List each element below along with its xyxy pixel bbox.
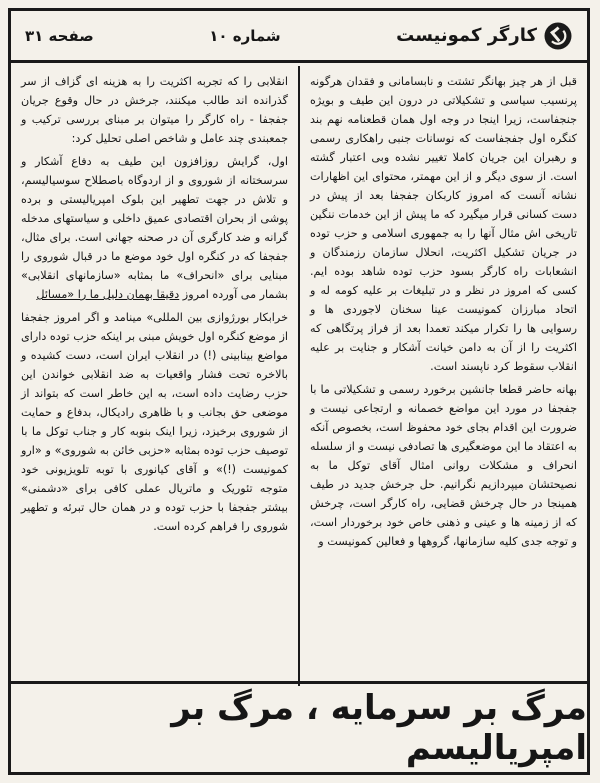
hammer-sickle-icon: [543, 21, 573, 51]
paragraph-text: اول، گرایش روزافزون این طیف به دفاع آشکار و سرسختانه از شوروی و از اردوگاه باصطلاح سوسیالیسم، و تلاش در جهت تطهیر این بلوک امپریالیستی و برده پوشی از بحران اقتصادی عمیق داخلی و سیاستهای مدخله گرانه و ضد کارگری آن در صحنه جهانی است. برای مثال، جفجفا که در کنگره اول خود موضع ما در قبال شوروی را مبنایی برای «انحراف» ما بمثابه «سازمانهای انقلابی» بشمار می آورده امروز: [21, 155, 288, 301]
issue-number: شماره ۱۰: [209, 26, 281, 45]
paragraph: بهانه حاضر قطعا جانشین برخورد رسمی و تشکیلاتی ما با جفجفا در مورد این مواضع خصمانه و ارتجاعی نیست و ضرورت این اقدام بجای خود محفوظ است، بخصوص آنکه به اعتقاد ما این موضعگیری ها تصادفی نیست و از سلسله انحراف و مشکلات روانی امثال آقای توکل ما به نصیحتشان میپردازیم نگرانیم. حل جرخش جدید در طیف همینجا در حال چرخش قضایی، راه کارگر است، چرخش که از زمینه ها و عینی و ذهنی خاص خود برخوردار است، و توجه جدی کلیه سازمانها، گروهها و فعالین کمونیست و: [310, 383, 577, 548]
paragraph: خرابکار بورژوازی بین المللی» مینامد و اگر امروز جفجفا از موضع کنگره اول خویش مبنی بر اینکه حزب توده دارای مواضع بینابینی (!) در انقلاب ایران است، دست کشیده و بالاخره تحت فشار واقعیات به ضد انقلابی خواندن این حزب رضایت داده است، به این خاطر است که بتواند از موضعی حق بجانب و با ظاهری رادیکال، بدفاع و حمایت از شوروی برخیزد، زیرا اینک بنوبه کار و جناب توکل ما با توصیف حزب توده بمثابه «حزبی خائن به شوروی» و «ارو کمونیست (!)» و آقای کیانوری با توبه تلویزیونی خود متوجه تئوریک و ماتریال عملی کافی برای «دشمنی» بیشتر جفجفا با حزب توده و در همان حال تبرئه و تطهیر شوروی را فراهم کرده است.: [21, 311, 288, 533]
paragraph: [21, 152, 288, 304]
page-header: [11, 11, 587, 63]
right-column: [300, 66, 587, 686]
page-number: صفحه ۳۱: [25, 26, 94, 45]
paragraph: انقلابی را که تجربه اکثریت را به هزینه ای گزاف از سر گذرانده اند طالب میکنند، جرخش در حال وقوع جریان جفجفا - راه کارگر را میتوان بر مبنای بررسی ترکیب و جمعبندی چند عامل و شاخص اصلی تحلیل کرد:: [21, 75, 288, 145]
article-columns: [11, 66, 587, 686]
underlined-phrase: دقیقا بهمان دلیل ما را «مسائل: [36, 288, 180, 301]
masthead-logo: [396, 21, 573, 51]
footer-slogan: مرگ بر سرمایه ، مرگ بر امپریالیسم: [171, 688, 587, 768]
masthead-title: کارگر کمونیست: [396, 25, 537, 46]
left-column: [11, 66, 300, 686]
page-frame: [8, 8, 590, 775]
paragraph: قبل از هر چیز بهانگر تشتت و نابسامانی و فقدان هرگونه پرنسیب سیاسی و تشکیلاتی در درون این طیف و بویژه جنجفاست، زیرا اینجا در وجه اول همان قطعنامه نهم بند کنگره اول جفجفاست که نوسانات جنبی راهکاری رسمی و رهبران این جریان کاملا تغییر نشده وبی اعتبار گشته است. از سوی دیگر و از این مهمتر، محتوای این اظهارات نشانه آنست که امروز کاربکان جفجفا بعد از پیش در دست کسانی قرار میگیرد که ما پیش از این خدمات ننگین تاریخی اش مثال آنها را به جمهوری اسلامی و حزب توده در جریان تشکیل اکثریت، انحلال سازمان رزمندگان و انشعابات راه کارگر بسود حزب توده شاهد بوده ایم. کسی که امروز در نظر و در تبلیغات بر علیه کومه له و اتحاد مبارزان کمونیست عینا سخنان لاجوردی ها و رسوایی ها را تکرار میکند تعمدا بعد از فراز پرتگاهی که اکثریت را از آن به دامن خیانت آشکار و جنایت بر علیه انقلاب سقوط کرد ناپسند است.: [310, 75, 577, 373]
page-footer: [11, 681, 587, 772]
